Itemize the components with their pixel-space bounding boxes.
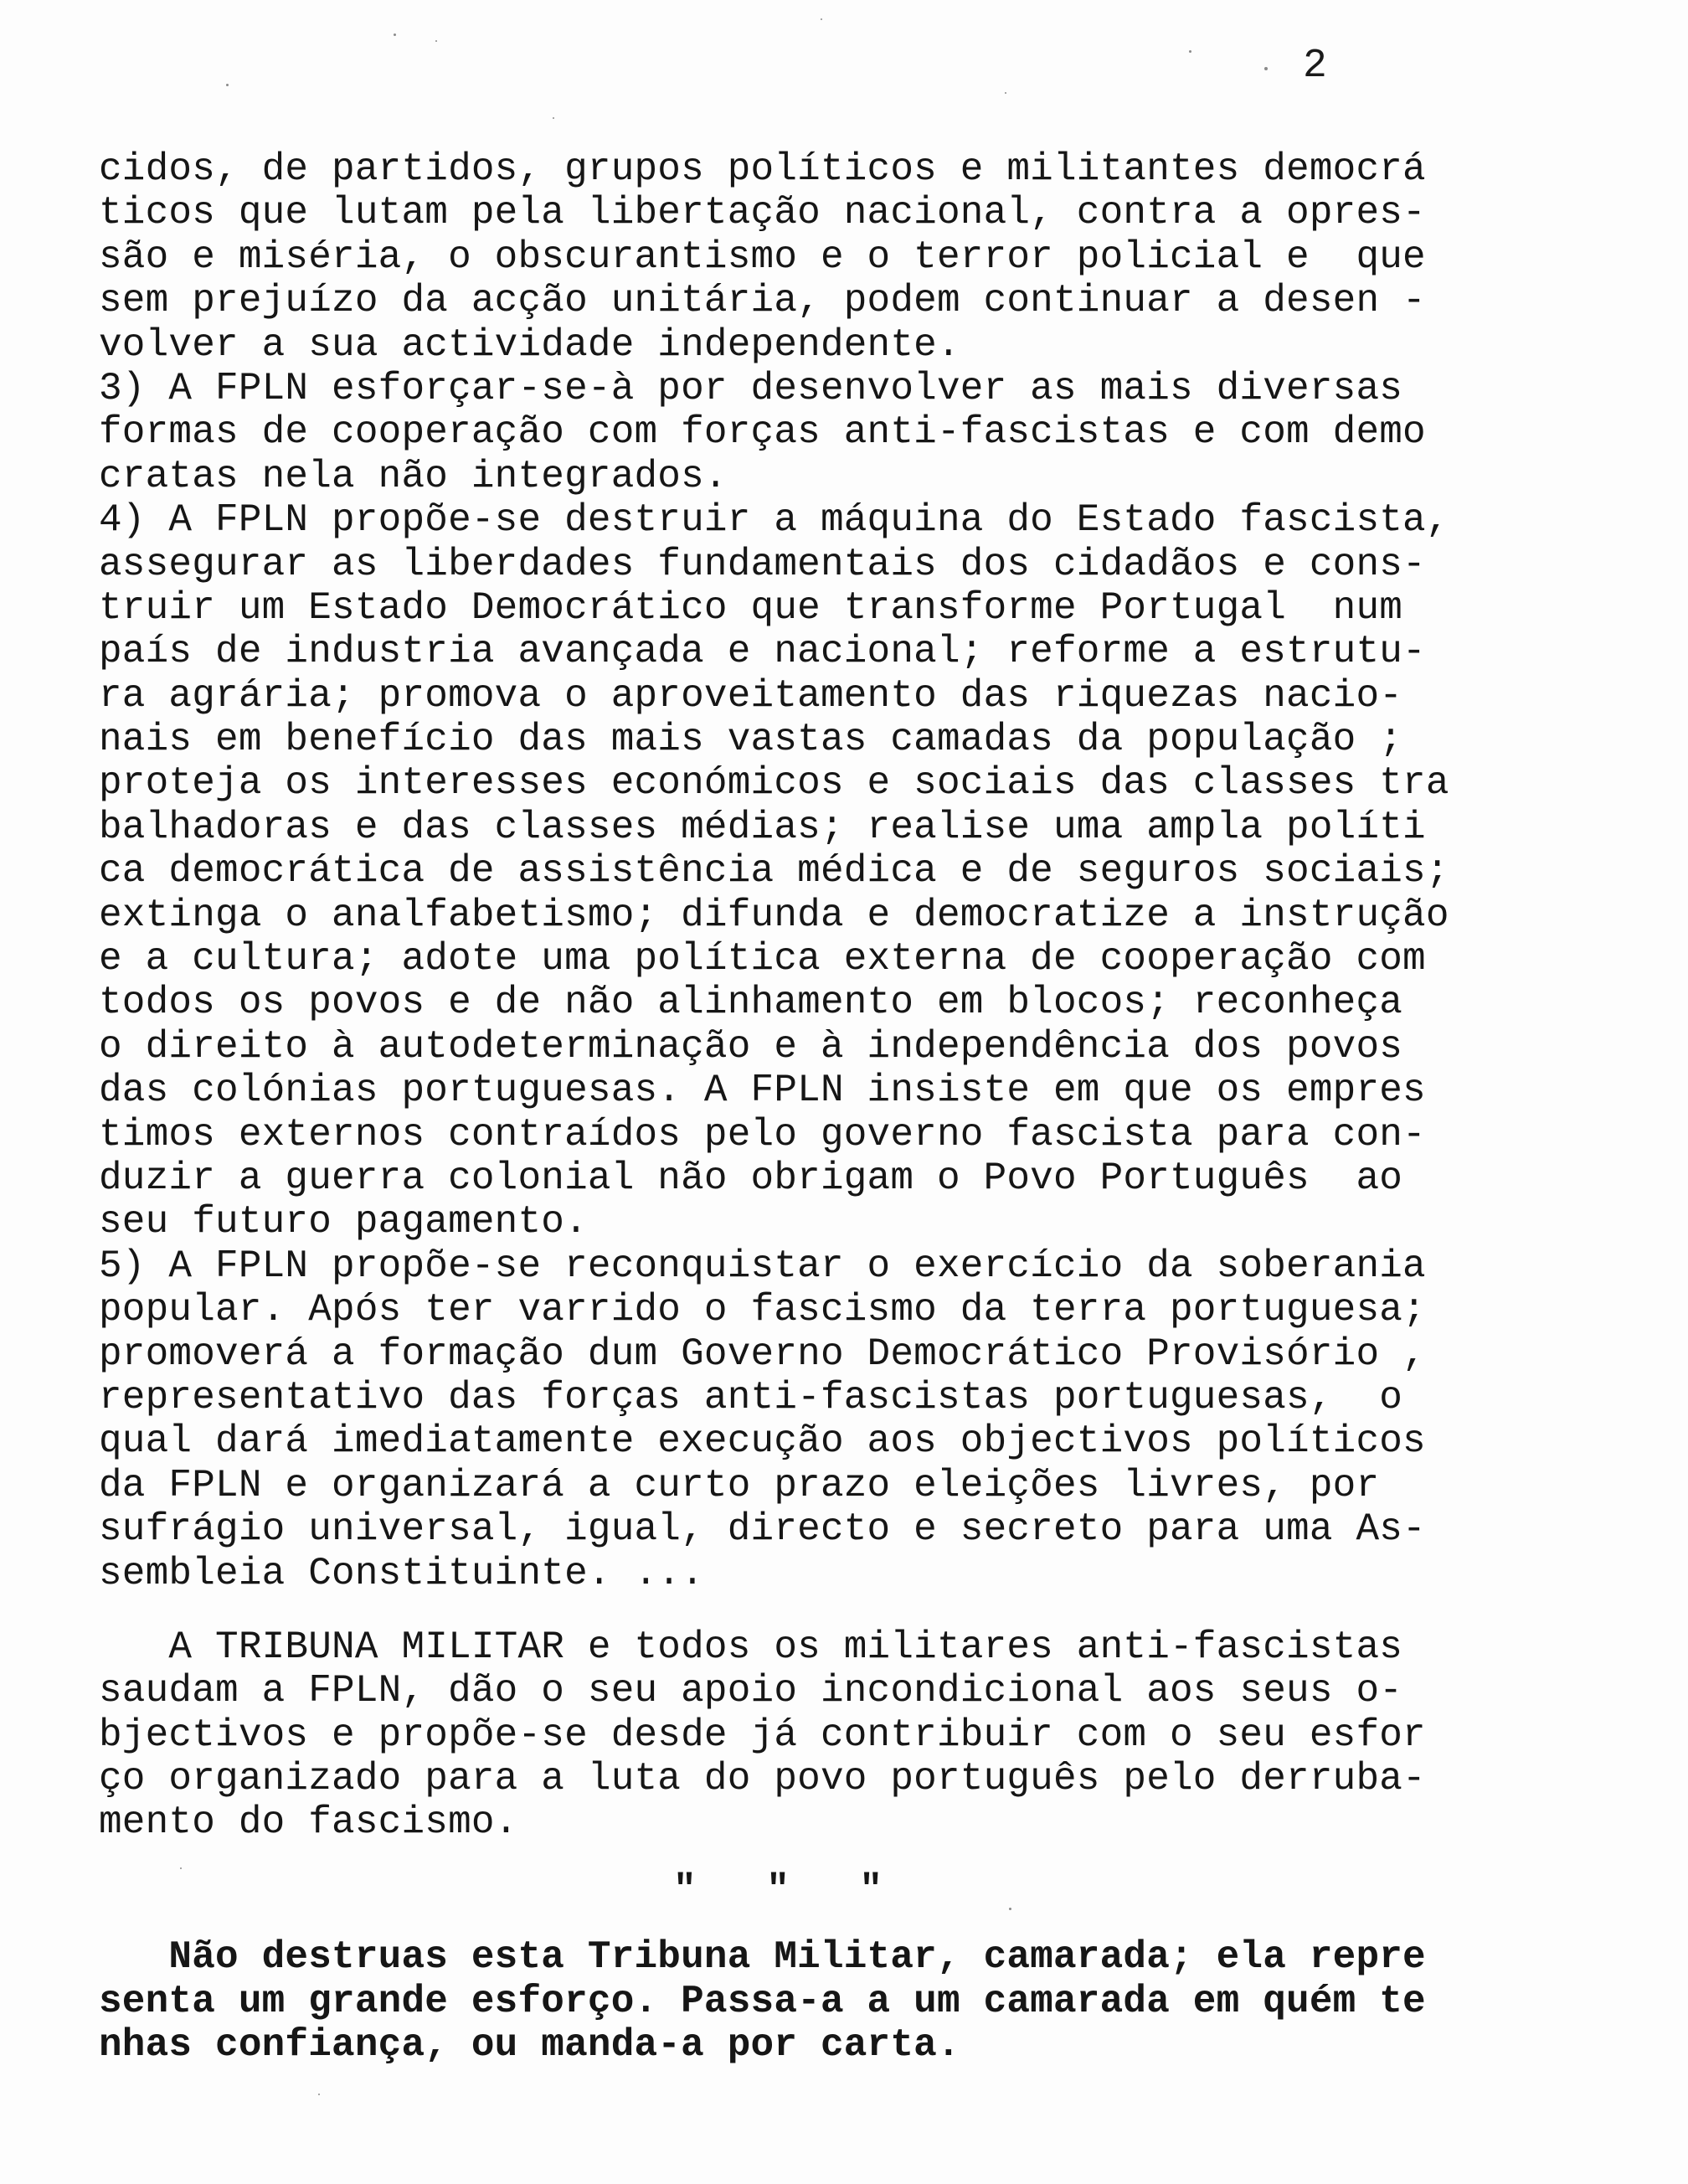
text-line: o direito à autodeterminação e à independência dos povos xyxy=(99,1024,1403,1069)
text-line: ca democrática de assistência médica e de seguros sociais; xyxy=(99,849,1449,894)
text-line: sufrágio universal, igual, directo e secreto para uma As- xyxy=(99,1507,1426,1552)
text-line: cratas nela não integrados. xyxy=(99,454,728,498)
text-line: cidos, de partidos, grupos políticos e militantes democrá xyxy=(99,147,1426,191)
text-line: qual dará imediatamente execução aos objectivos políticos xyxy=(99,1419,1426,1464)
text-line: volver a sua actividade independente. xyxy=(99,322,960,367)
text-line: sem prejuízo da acção unitária, podem continuar a desen - xyxy=(99,279,1426,323)
text-line: sembleia Constituinte. ... xyxy=(99,1551,704,1595)
text-line: extinga o analfabetismo; difunda e democratize a instrução xyxy=(99,893,1449,937)
text-line: saudam a FPLN, dão o seu apoio incondicional aos seus o- xyxy=(99,1669,1403,1713)
text-line: mento do fascismo. xyxy=(99,1800,518,1845)
text-line: nhas confiança, ou manda-a por carta. xyxy=(99,2023,960,2068)
text-line: 5) A FPLN propõe-se reconquistar o exercício da soberania xyxy=(99,1244,1426,1288)
text-line: todos os povos e de não alinhamento em blocos; reconheça xyxy=(99,981,1403,1025)
text-line: bjectivos e propõe-se desde já contribuir com o seu esfor xyxy=(99,1713,1426,1757)
text-line: seu futuro pagamento. xyxy=(99,1200,588,1244)
paragraph-fpln-program xyxy=(99,147,1656,1595)
paragraph-gap xyxy=(99,1595,1656,1625)
closing-note xyxy=(99,1935,1656,2067)
text-line: e a cultura; adote uma política externa de cooperação com xyxy=(99,937,1426,981)
text-line: truir um Estado Democrático que transforme Portugal num xyxy=(99,585,1403,630)
text-line: ra agrária; promova o aproveitamento das riquezas nacio- xyxy=(99,673,1403,718)
text-line: popular. Após ter varrido o fascismo da terra portuguesa; xyxy=(99,1288,1426,1332)
text-line: são e miséria, o obscurantismo e o terror policial e que xyxy=(99,234,1426,279)
text-line: das colónias portuguesas. A FPLN insiste em que os empres xyxy=(99,1069,1426,1113)
text-line: ticos que lutam pela libertação nacional, contra a opres- xyxy=(99,191,1426,235)
text-line: nais em benefício das mais vastas camadas da população ; xyxy=(99,718,1403,762)
text-line: da FPLN e organizará a curto prazo eleições livres, por xyxy=(99,1463,1380,1507)
text-line: ço organizado para a luta do povo português pelo derruba- xyxy=(99,1757,1426,1801)
paragraph-tribuna-militar xyxy=(99,1625,1656,1845)
text-line: assegurar as liberdades fundamentais dos cidadãos e cons- xyxy=(99,542,1426,586)
text-line: senta um grande esforço. Passa-a a um camarada em quém te xyxy=(99,1979,1426,2023)
text-line: timos externos contraídos pelo governo fascista para con- xyxy=(99,1112,1426,1156)
text-line: formas de cooperação com forças anti-fascistas e com demo xyxy=(99,410,1426,455)
text-line: duzir a guerra colonial não obrigam o Povo Português ao xyxy=(99,1156,1403,1200)
text-line: representativo das forças anti-fascistas portuguesas, o xyxy=(99,1375,1403,1419)
paragraph-gap xyxy=(99,1912,1656,1935)
page-number: 2 xyxy=(1303,44,1327,89)
paragraph-gap xyxy=(99,1845,1656,1868)
text-line: A TRIBUNA MILITAR e todos os militares anti-fascistas xyxy=(99,1625,1403,1669)
text-line: balhadoras e das classes médias; realise uma ampla políti xyxy=(99,805,1426,849)
text-line: 3) A FPLN esforçar-se-à por desenvolver as mais diversas xyxy=(99,366,1403,410)
text-line: Não destruas esta Tribuna Militar, camarada; ela repre xyxy=(99,1935,1426,1980)
text-line: país de industria avançada e nacional; reforme a estrutu- xyxy=(99,630,1426,674)
text-line: proteja os interesses económicos e sociais das classes tra xyxy=(99,761,1449,806)
document-body xyxy=(99,147,1656,2067)
text-line: promoverá a formação dum Governo Democrático Provisório , xyxy=(99,1332,1426,1376)
text-line: 4) A FPLN propõe-se destruir a máquina do Estado fascista, xyxy=(99,498,1449,543)
section-separator: " " " xyxy=(673,1867,883,1912)
